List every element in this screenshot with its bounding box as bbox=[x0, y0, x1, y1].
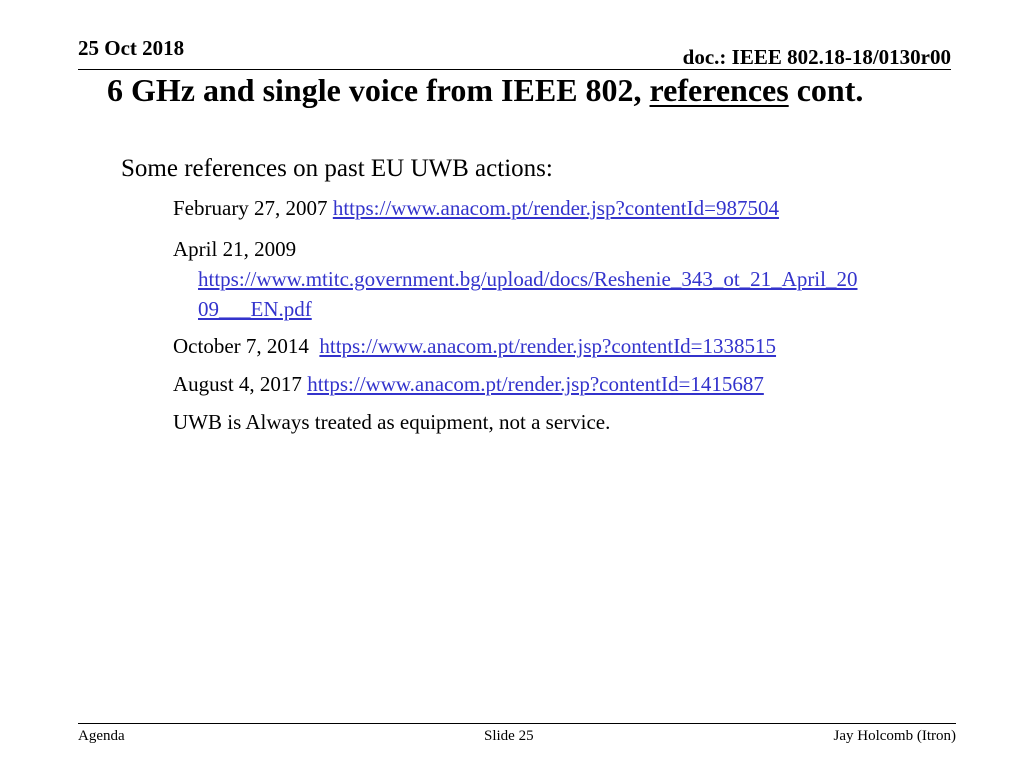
footer-divider bbox=[78, 723, 956, 724]
reference-item-2017 bbox=[173, 372, 764, 397]
footer-slide-number: Slide 25 bbox=[484, 728, 534, 744]
reference-link[interactable]: https://www.anacom.pt/render.jsp?contentId=987504 bbox=[332, 196, 779, 220]
reference-link[interactable]: https://www.anacom.pt/render.jsp?contentId=1338515 bbox=[319, 334, 777, 358]
footer-left: Agenda bbox=[78, 728, 125, 744]
title-underlined-word: references bbox=[649, 72, 789, 108]
title-prefix: 6 GHz and single voice from IEEE 802, bbox=[107, 72, 650, 108]
reference-link[interactable]: https://www.anacom.pt/render.jsp?contentId=1415687 bbox=[307, 372, 764, 396]
reference-date: February 27, 2007 bbox=[173, 196, 333, 220]
reference-link-line-1[interactable]: https://www.mtitc.government.bg/upload/docs/Reshenie_343_ot_21_April_20 bbox=[198, 267, 858, 291]
footer-author: Jay Holcomb (Itron) bbox=[833, 728, 956, 744]
lead-text: Some references on past EU UWB actions: bbox=[121, 155, 553, 182]
header-date: 25 Oct 2018 bbox=[78, 36, 185, 60]
reference-link-line-2[interactable]: 09___EN.pdf bbox=[198, 297, 312, 321]
reference-item-2009 bbox=[173, 234, 857, 324]
header-doc-id: doc.: IEEE 802.18-18/0130r00 bbox=[682, 45, 951, 69]
reference-item-2014 bbox=[173, 334, 776, 359]
slide-title bbox=[107, 72, 863, 109]
reference-date: August 4, 2017 bbox=[173, 372, 308, 396]
note-text: UWB is Always treated as equipment, not a service. bbox=[173, 410, 611, 434]
reference-item-2007 bbox=[173, 196, 779, 221]
reference-link-wrapped[interactable] bbox=[173, 264, 857, 324]
reference-date: April 21, 2009 bbox=[173, 237, 297, 261]
reference-date: October 7, 2014 bbox=[173, 334, 320, 358]
header-divider bbox=[78, 69, 951, 70]
title-suffix: cont. bbox=[788, 72, 864, 108]
